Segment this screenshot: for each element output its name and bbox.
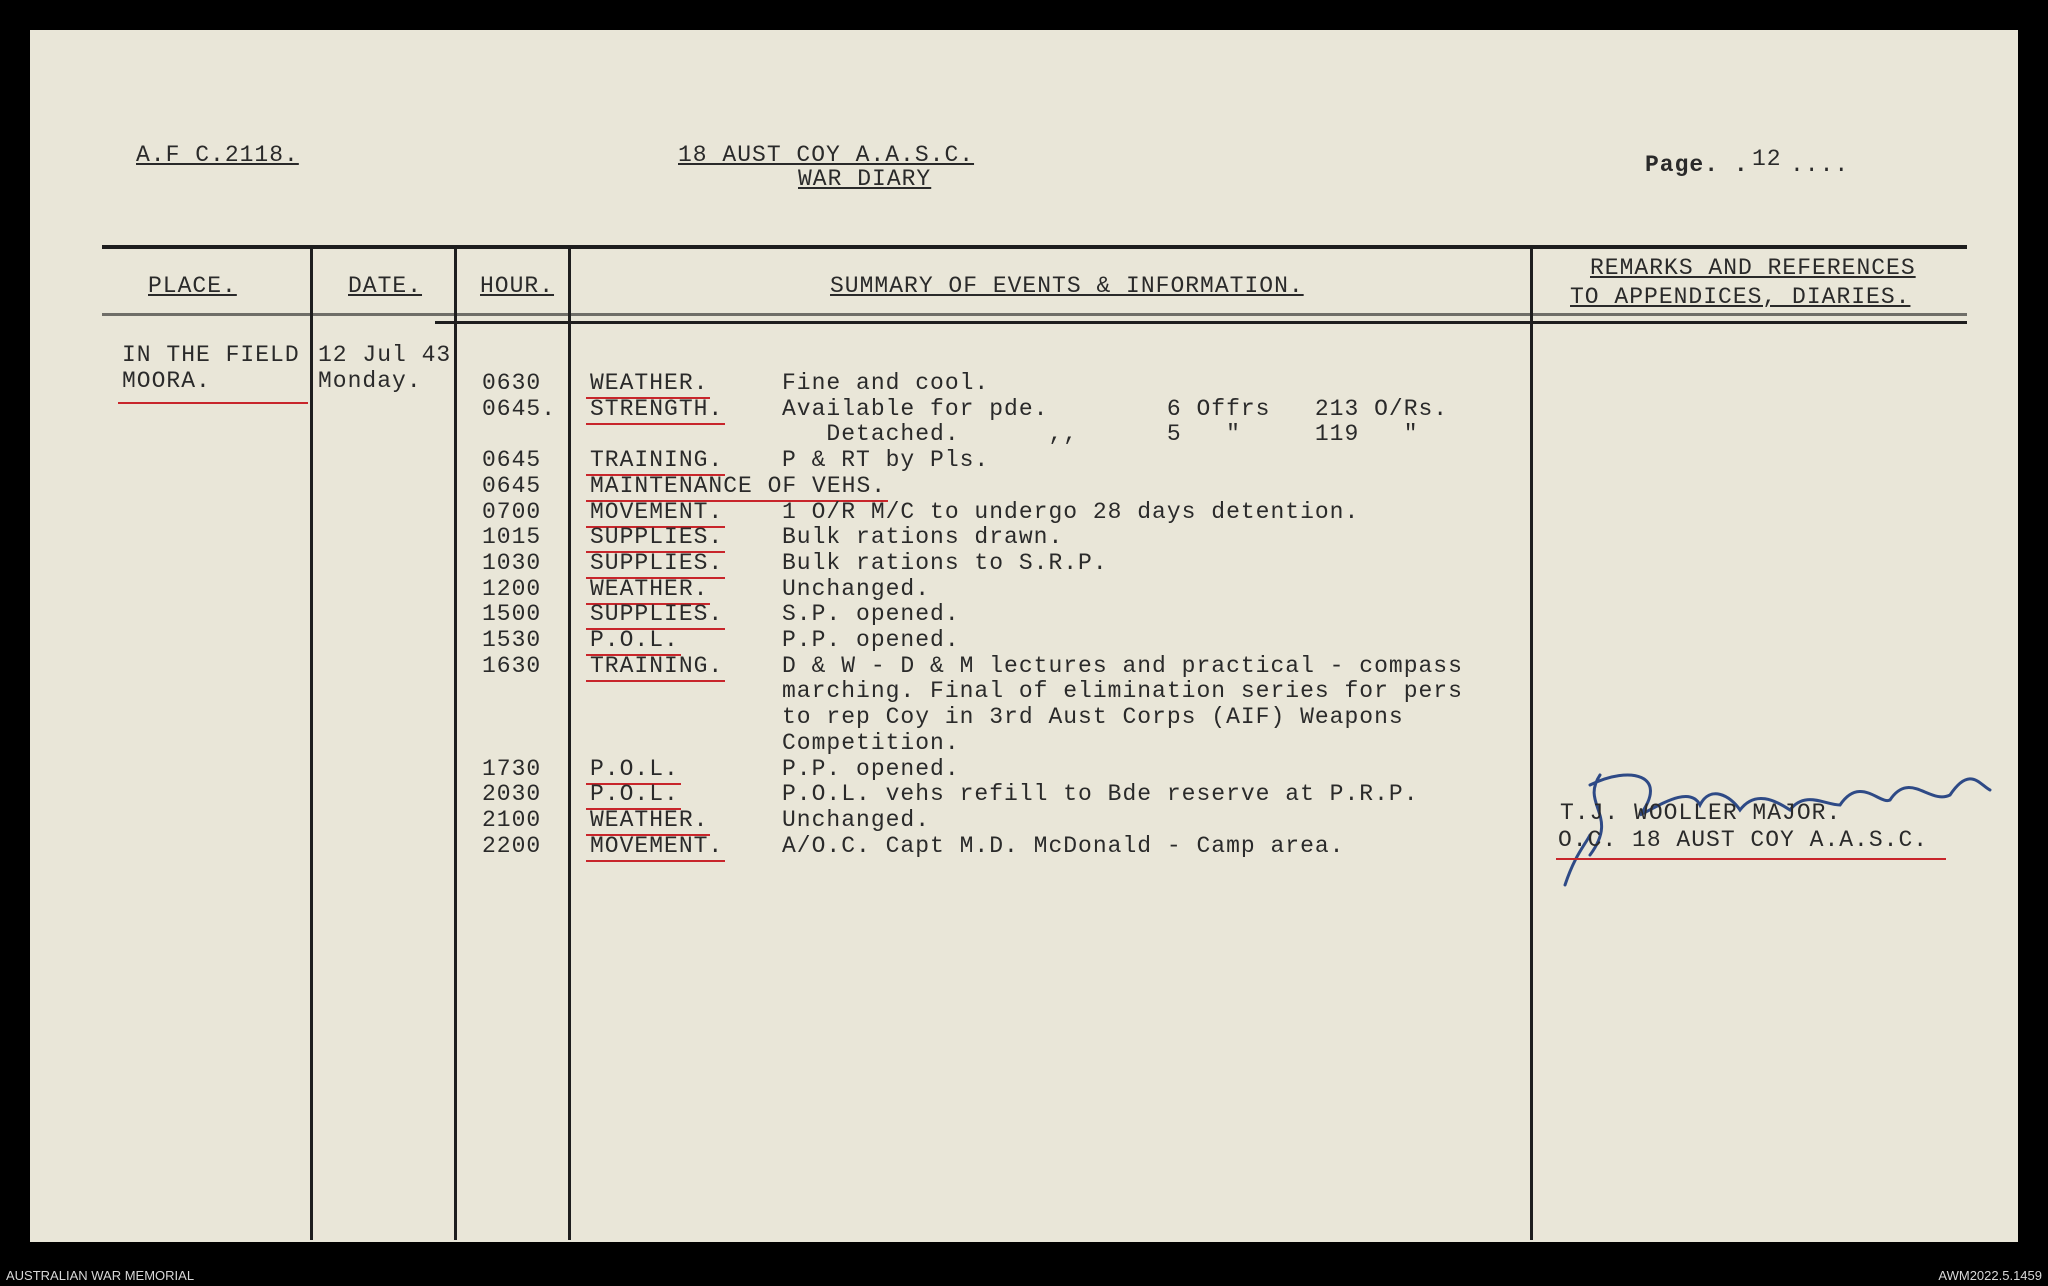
column-header-summary: SUMMARY OF EVENTS & INFORMATION. (830, 273, 1304, 299)
signature-name: T.J. WOOLLER MAJOR. (1560, 800, 1842, 826)
entry-hour: 0645 (482, 472, 542, 499)
footer-reference: AWM2022.5.1459 (1938, 1268, 2042, 1283)
diary-subtitle: WAR DIARY (798, 166, 932, 192)
entry-category: SUPPLIES. (590, 601, 724, 628)
entry-text: P.P. opened. (782, 755, 960, 782)
entry-text: Unchanged. (782, 575, 931, 602)
page-label: Page. . (1645, 152, 1749, 178)
entry-hour: 1500 (482, 601, 542, 628)
entry-category: P.O.L. (590, 627, 679, 653)
page-number: 12 (1752, 146, 1782, 172)
entry-text: P.P. opened. (782, 627, 960, 653)
entry-text: P & RT by Pls. (782, 447, 990, 474)
entry-text: Bulk rations to S.R.P. (782, 549, 1108, 576)
entry-text: Competition. (782, 729, 960, 756)
signature-red-underline (1556, 858, 1946, 860)
column-divider-place-date (310, 245, 313, 1240)
entry-text: Detached. ,, 5 " 119 " (782, 421, 1419, 448)
entry-hour: 1200 (482, 575, 542, 602)
date-line: Monday. (318, 368, 422, 394)
column-header-remarks-2: TO APPENDICES, DIARIES. (1570, 284, 1911, 310)
place-line: MOORA. (122, 368, 211, 394)
entry-category: TRAINING. (590, 652, 724, 679)
entry-text: 1 O/R M/C to undergo 28 days detention. (782, 498, 1360, 525)
entry-category: P.O.L. (590, 781, 679, 808)
header-double-rule (435, 321, 1967, 324)
entry-hour: 0645 (482, 447, 542, 474)
entry-category: P.O.L. (590, 755, 679, 782)
entry-category: WEATHER. (590, 575, 709, 602)
entry-text: S.P. opened. (782, 601, 960, 628)
entry-category: MOVEMENT. (590, 498, 724, 525)
date-line: 12 Jul 43 (318, 342, 452, 368)
category-red-underline (586, 860, 725, 862)
entry-hour: 0630 (482, 370, 542, 396)
page-number-dots: .... (1790, 152, 1850, 178)
entry-hour: 1030 (482, 549, 542, 576)
entry-hour: 1015 (482, 524, 542, 551)
war-diary-page (30, 30, 2018, 1242)
column-header-place: PLACE. (148, 273, 237, 299)
entry-category: WEATHER. (590, 370, 709, 396)
category-red-underline (586, 423, 725, 425)
entry-text: Unchanged. (782, 806, 931, 833)
category-red-underline (586, 680, 725, 682)
column-divider-summary-remarks (1530, 245, 1533, 1240)
form-reference: A.F C.2118. (136, 142, 299, 168)
entry-category: WEATHER. (590, 806, 709, 833)
column-divider-hour-summary (568, 245, 571, 1240)
place-line: IN THE FIELD (122, 342, 300, 368)
table-top-rule (102, 245, 1967, 249)
column-header-date: DATE. (348, 273, 423, 299)
entry-text: A/O.C. Capt M.D. McDonald - Camp area. (782, 832, 1345, 859)
entry-text: D & W - D & M lectures and practical - compass (782, 652, 1463, 679)
entry-category: TRAINING. (590, 447, 724, 474)
entry-hour: 2200 (482, 832, 542, 859)
column-header-remarks-1: REMARKS AND REFERENCES (1590, 255, 1916, 281)
column-divider-date-hour (454, 245, 457, 1240)
entry-text: P.O.L. vehs refill to Bde reserve at P.R.P. (782, 781, 1419, 808)
column-header-hour: HOUR. (480, 273, 555, 299)
entry-hour: 2030 (482, 781, 542, 808)
entry-hour: 1730 (482, 755, 542, 782)
entry-category: SUPPLIES. (590, 524, 724, 551)
unit-title: 18 AUST COY A.A.S.C. (678, 142, 975, 168)
entry-text: Available for pde. 6 Offrs 213 O/Rs. (782, 395, 1449, 422)
header-bottom-rule (102, 313, 1967, 316)
entry-category: SUPPLIES. (590, 549, 724, 576)
entry-category: MOVEMENT. (590, 832, 724, 859)
entry-category: MAINTENANCE OF VEHS. (590, 472, 887, 499)
entry-text: Fine and cool. (782, 370, 990, 396)
entry-hour: 0700 (482, 498, 542, 525)
entry-hour: 1630 (482, 652, 542, 679)
entry-text: marching. Final of elimination series for pers (782, 678, 1463, 705)
entry-text: to rep Coy in 3rd Aust Corps (AIF) Weapons (782, 704, 1404, 731)
entry-category: STRENGTH. (590, 395, 724, 422)
signature-title: O.C. 18 AUST COY A.A.S.C. (1558, 827, 1929, 853)
entry-hour: 1530 (482, 627, 542, 653)
entry-text: Bulk rations drawn. (782, 524, 1064, 551)
place-red-underline (118, 402, 308, 404)
footer-source: AUSTRALIAN WAR MEMORIAL (6, 1268, 195, 1283)
entry-hour: 0645. (482, 395, 557, 422)
entry-hour: 2100 (482, 806, 542, 833)
